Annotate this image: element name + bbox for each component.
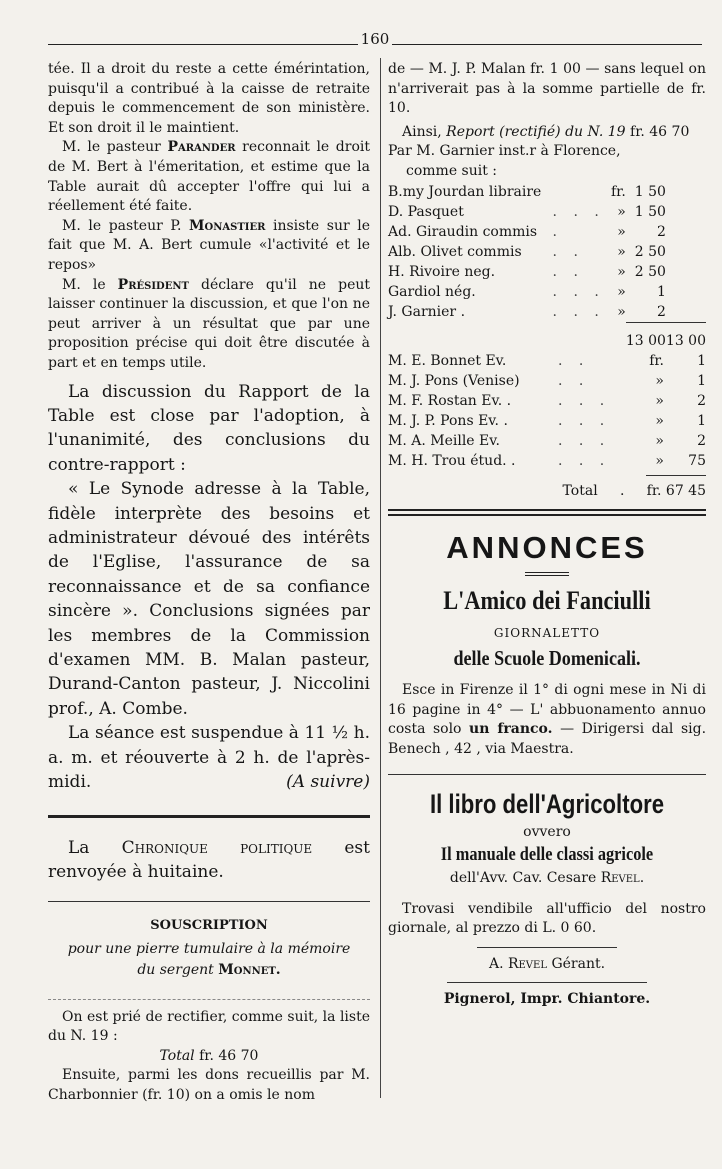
leader-dots: [553, 182, 605, 202]
currency: »: [617, 243, 626, 260]
annonces-title: ANNONCES: [446, 530, 648, 566]
ev-list: [388, 351, 706, 471]
souscription-subtitle: pour une pierre tumulaire à la mémoire du sergent Monnet.: [67, 940, 351, 978]
paragraph-president: M. le Président déclare qu'il ne peut laisser continuer la discussion, et que l'on ne peut arriver à un résultat que par une proposition précise qui doit être discutée à part et en temps utile.: [48, 276, 371, 371]
subtotal-row: [388, 331, 706, 351]
par-garnier-line: Par M. Garnier inst.r à Florence,: [388, 143, 621, 160]
list-row: [388, 242, 706, 262]
paragraph-chronique: La Chronique politique est renvoyée à huitaine.: [48, 837, 370, 883]
donor-name: M. J. Pons (Venise): [388, 372, 520, 389]
paragraph-esce: Esce in Firenze il 1° di ogni mese in Ni di 16 pagine in 4° — L' abbuonamento annuo costa solo un franco. — Dirigersi dal sig. Benech , 42 , via Maestra.: [388, 682, 707, 757]
subtotal-1: 13 00: [625, 332, 666, 349]
spacer: [666, 202, 706, 222]
donor-name: M. H. Trou étud. .: [388, 452, 516, 469]
leader-dots: . .: [558, 352, 590, 369]
currency: »: [655, 372, 664, 389]
paragraph-seance: La séance est suspendue à 11 ½ h. a. m. et réouverte à 2 h. de l'après-midi.: [48, 723, 370, 792]
column-divider: [380, 58, 381, 1098]
list-row: [388, 371, 706, 391]
separator-dashed: [48, 999, 370, 1000]
paragraph-rectifier: On est prié de rectifier, comme suit, la liste du N. 19 :: [48, 1008, 370, 1045]
amount: 1 50: [634, 183, 666, 200]
leader-dots: . . .: [558, 432, 611, 449]
double-rule: [388, 509, 706, 516]
donor-name: Gardiol nég.: [388, 283, 476, 300]
list-row: [388, 282, 706, 302]
spacer: [666, 242, 706, 262]
currency: »: [655, 412, 664, 429]
list-row: [388, 431, 706, 451]
subtotal-2: 13 00: [665, 332, 706, 349]
donor-name: B.my Jourdan libraire: [388, 183, 542, 200]
short-rule: [525, 572, 569, 576]
report-line: Ainsi, Report (rectifié) du N. 19 fr. 46 70: [402, 123, 690, 140]
page-number: 160: [360, 30, 390, 48]
paragraph-parander: M. le pasteur Parander reconnait le droit de M. Bert à l'émeritation, et estime que la Table aurait dû accepter l'offre qui lui a réellement été faite.: [48, 139, 370, 215]
name-monastier: Monastier: [189, 217, 266, 234]
list-row: [388, 222, 706, 242]
donor-name: M. F. Rostan Ev. .: [388, 392, 512, 409]
currency: »: [655, 432, 664, 449]
page-header: [48, 28, 702, 52]
header-rule-left: [48, 44, 358, 45]
footer-rule-2: [447, 982, 647, 983]
currency: »: [655, 392, 664, 409]
name-chronique: Chronique politique: [121, 837, 313, 858]
leader-dots: . . .: [552, 203, 605, 220]
footer-rule: [477, 947, 617, 948]
leader-dots: . .: [552, 263, 584, 280]
amico-title: L'Amico dei Fanciulli: [443, 586, 651, 616]
list-row: [388, 451, 706, 471]
spacer: [666, 222, 706, 242]
name-president: Président: [117, 276, 189, 293]
list-row: [388, 262, 706, 282]
donor-name: M. E. Bonnet Ev.: [388, 352, 507, 369]
paragraph-trovasi: Trovasi vendibile all'ufficio del nostro giornale, al prezzo di L. 0 60.: [388, 900, 706, 937]
leader-dots: . . .: [558, 452, 611, 469]
list-row: [388, 302, 706, 323]
donor-name: M. J. P. Pons Ev. .: [388, 412, 508, 429]
separator-thick: [48, 815, 370, 818]
author-line: dell'Avv. Cav. Cesare Revel.: [449, 869, 645, 886]
name-parander: Parander: [167, 139, 236, 156]
list-row: [388, 202, 706, 222]
amount: 1: [656, 283, 666, 300]
list-row: [388, 391, 706, 411]
gerant-line: A. Revel Gérant.: [488, 955, 606, 972]
spacer: [666, 282, 706, 302]
amount: 2 50: [634, 263, 666, 280]
donor-name: D. Pasquet: [388, 203, 464, 220]
souscription-title: SOUSCRIPTION: [150, 917, 268, 933]
souscription-total: Total fr. 46 70: [159, 1047, 259, 1064]
comme-suit: comme suit :: [406, 162, 498, 179]
list-row: [388, 182, 706, 202]
total-rule: [646, 475, 706, 476]
currency: fr.: [611, 183, 626, 200]
amount: 2: [697, 432, 706, 449]
currency: »: [617, 263, 626, 280]
donor-name: J. Garnier .: [388, 303, 466, 320]
donor-name: H. Rivoire neg.: [388, 263, 496, 280]
amount: 1: [697, 412, 706, 429]
giornaletto: GIORNALETTO: [493, 626, 601, 641]
leader-dots: . .: [558, 372, 590, 389]
right-column: [388, 60, 706, 1009]
paragraph-synode-quote: « Le Synode adresse à la Table, fidèle interprète des besoins et administrateur dévoué des intérêts de l'Eglise, l'assurance de sa reconnaissance et de sa confiance sincère ». Conclusions signées par les membres de la Commission d'examen MM. B. Malan pasteur, Durand-Canton pasteur, J. Niccolini prof., A. Combe.: [48, 479, 370, 719]
leader-dots: . . .: [558, 392, 611, 409]
list-row: [388, 411, 706, 431]
amount: 2: [656, 303, 666, 320]
grand-total: Total . fr. 67 45: [562, 482, 706, 499]
amount: 1: [697, 372, 706, 389]
leader-dots: . . .: [558, 412, 611, 429]
amount: 1 50: [634, 203, 666, 220]
amount: 1: [697, 352, 706, 369]
donor-name: Ad. Giraudin commis: [388, 223, 538, 240]
donor-name: M. A. Meille Ev.: [388, 432, 500, 449]
manuale-title: Il manuale delle classi agricole: [440, 843, 654, 865]
amount: 2: [656, 223, 666, 240]
currency: »: [617, 223, 626, 240]
paragraph-malan: de — M. J. P. Malan fr. 1 00 — sans lequel on n'arriverait pas à la somme partielle de fr. 10.: [388, 61, 706, 117]
leader-dots: . . .: [552, 283, 605, 300]
currency: »: [617, 303, 626, 320]
paragraph-emeritation: tée. Il a droit du reste a cette émérintation, puisqu'il a contribué à la caisse de retraite depuis le commencement de son ministère. Et son droit il le maintient.: [48, 61, 370, 136]
ovvero: ovvero: [523, 823, 571, 840]
currency: »: [655, 452, 664, 469]
scuole-title: delle Scuole Domenicali.: [453, 646, 641, 671]
printer-line: Pignerol, Impr. Chiantore.: [443, 990, 651, 1007]
donor-name: Alb. Olivet commis: [388, 243, 522, 260]
separator-annonce: [388, 774, 706, 775]
header-rule-right: [392, 44, 702, 45]
leader-dots: . .: [552, 243, 584, 260]
a-suivre: (A suivre): [286, 772, 370, 793]
paragraph-monastier: M. le pasteur P. Monastier insiste sur le fait que M. A. Bert cumule «l'activité et le repos»: [48, 217, 371, 273]
currency: fr.: [649, 352, 664, 369]
leader-dots: .: [552, 223, 563, 240]
spacer: [666, 182, 706, 202]
libro-title: Il libro dell'Agricoltore: [429, 788, 665, 819]
list-row: [388, 351, 706, 371]
separator-thin: [48, 901, 370, 902]
paragraph-ensuite: Ensuite, parmi les dons recueillis par M. Charbonnier (fr. 10) on a omis le nom: [48, 1067, 370, 1103]
spacer: [666, 262, 706, 282]
amount: 2 50: [634, 243, 666, 260]
spacer: [666, 302, 706, 323]
paragraph-discussion: La discussion du Rapport de la Table est close par l'adoption, à l'unanimité, des conclusions du contre-rapport :: [48, 381, 370, 475]
currency: »: [617, 203, 626, 220]
left-column: [48, 60, 370, 1106]
currency: »: [617, 283, 626, 300]
leader-dots: . . .: [552, 303, 605, 320]
garnier-list: [388, 182, 706, 351]
amount: 2: [697, 392, 706, 409]
amount: 75: [688, 452, 706, 469]
